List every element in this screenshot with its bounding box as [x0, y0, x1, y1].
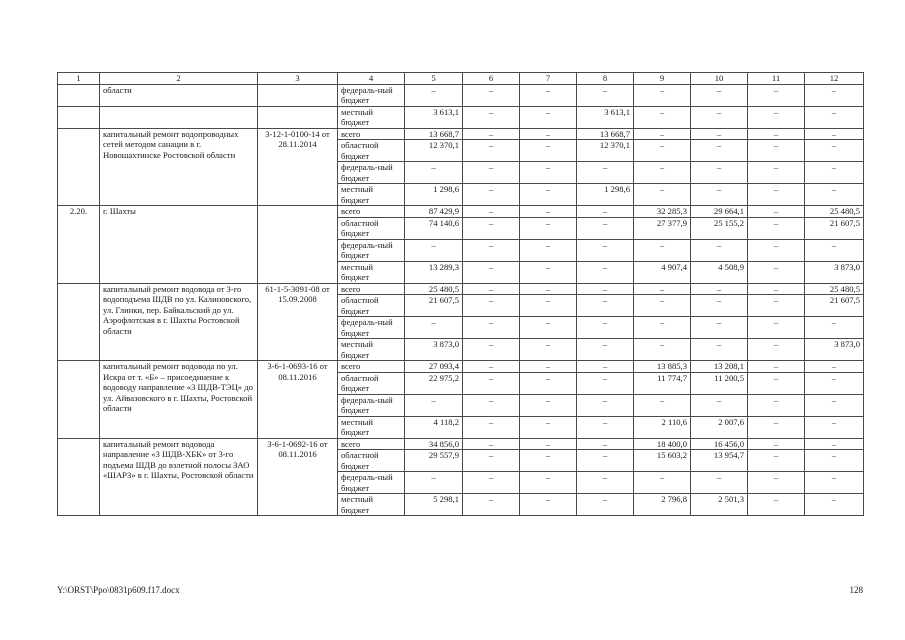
column-header: 9 [634, 73, 691, 85]
amount-cell: – [577, 361, 634, 373]
amount-cell: – [748, 140, 805, 162]
amount-cell: – [691, 84, 748, 106]
amount-cell: – [520, 450, 577, 472]
amount-cell: – [577, 283, 634, 295]
amount-cell: – [577, 394, 634, 416]
amount-cell: – [463, 217, 520, 239]
amount-cell: – [463, 494, 520, 516]
amount-cell: – [805, 184, 864, 206]
registration-number [258, 106, 338, 128]
amount-cell: – [520, 239, 577, 261]
amount-cell: – [405, 162, 463, 184]
funding-source: федераль-ный бюджет [338, 239, 405, 261]
amount-cell: – [691, 339, 748, 361]
amount-cell: 29 664,1 [691, 206, 748, 218]
column-header: 2 [100, 73, 258, 85]
amount-cell: – [520, 184, 577, 206]
amount-cell: – [748, 450, 805, 472]
amount-cell: – [748, 317, 805, 339]
amount-cell: – [463, 295, 520, 317]
amount-cell: – [520, 372, 577, 394]
table-row [58, 128, 864, 140]
amount-cell: – [805, 140, 864, 162]
registration-number [258, 206, 338, 284]
funding-source: местный бюджет [338, 261, 405, 283]
amount-cell: – [805, 162, 864, 184]
funding-source: областной бюджет [338, 372, 405, 394]
amount-cell: 27 093,4 [405, 361, 463, 373]
amount-cell: – [520, 140, 577, 162]
item-number [58, 128, 100, 206]
amount-cell: – [805, 84, 864, 106]
funding-source: местный бюджет [338, 339, 405, 361]
amount-cell: 27 377,9 [634, 217, 691, 239]
amount-cell: – [805, 494, 864, 516]
amount-cell: 25 480,5 [805, 283, 864, 295]
amount-cell: – [463, 184, 520, 206]
table-row [58, 283, 864, 295]
amount-cell: – [577, 239, 634, 261]
amount-cell: 1 298,6 [405, 184, 463, 206]
amount-cell: – [463, 317, 520, 339]
amount-cell: – [463, 372, 520, 394]
amount-cell: – [748, 372, 805, 394]
amount-cell: – [748, 295, 805, 317]
object-name: капитальный ремонт водовода направление «3 ШДВ-ХБК» от 3-го подъема ШДВ до взлетной полосы ЗАО «ШАРЗ» в г. Шахты, Ростовской области [100, 438, 258, 516]
item-number [58, 438, 100, 516]
amount-cell: 34 856,0 [405, 438, 463, 450]
amount-cell: – [520, 162, 577, 184]
page-number: 128 [849, 585, 863, 595]
funding-source: областной бюджет [338, 140, 405, 162]
amount-cell: – [405, 239, 463, 261]
amount-cell: – [577, 217, 634, 239]
amount-cell: – [520, 472, 577, 494]
amount-cell: – [634, 239, 691, 261]
amount-cell: – [520, 206, 577, 218]
object-name: капитальный ремонт водовода по ул. Искра от т. «Б» – присоединение к водоводу направление «3 ШДВ-ТЭЦ» до ул. Айвазовского в г. Шахты, Ростовской области [100, 361, 258, 439]
amount-cell: – [748, 438, 805, 450]
amount-cell: 21 607,5 [805, 217, 864, 239]
amount-cell: – [634, 295, 691, 317]
amount-cell: – [520, 261, 577, 283]
object-name: капитальный ремонт водовода от 3-го водоподъема ШДВ по ул. Калиновского, ул. Глинки, пер. Байкальский до ул. Аэрофлотская в г. Шахты Ростовской области [100, 283, 258, 361]
amount-cell: 4 907,4 [634, 261, 691, 283]
item-number [58, 84, 100, 106]
amount-cell: – [577, 372, 634, 394]
amount-cell: – [463, 339, 520, 361]
funding-source: областной бюджет [338, 295, 405, 317]
amount-cell: – [805, 394, 864, 416]
amount-cell: 3 613,1 [405, 106, 463, 128]
item-number [58, 283, 100, 361]
funding-source: всего [338, 283, 405, 295]
amount-cell: – [520, 394, 577, 416]
amount-cell: 3 873,0 [405, 339, 463, 361]
amount-cell: – [691, 184, 748, 206]
amount-cell: 5 298,1 [405, 494, 463, 516]
funding-source: всего [338, 361, 405, 373]
table-row [58, 361, 864, 373]
amount-cell: – [463, 162, 520, 184]
column-header: 8 [577, 73, 634, 85]
funding-source: областной бюджет [338, 450, 405, 472]
amount-cell: – [520, 361, 577, 373]
amount-cell: 22 975,2 [405, 372, 463, 394]
amount-cell: – [463, 472, 520, 494]
amount-cell: – [463, 394, 520, 416]
object-name: области [100, 84, 258, 106]
amount-cell: – [634, 128, 691, 140]
funding-source: местный бюджет [338, 106, 405, 128]
amount-cell: – [691, 283, 748, 295]
amount-cell: 25 480,5 [805, 206, 864, 218]
item-number [58, 106, 100, 128]
amount-cell: 3 873,0 [805, 261, 864, 283]
registration-number: 3-6-1-0692-16 от 08.11.2016 [258, 438, 338, 516]
amount-cell: – [577, 84, 634, 106]
amount-cell: – [748, 394, 805, 416]
funding-source: федераль-ный бюджет [338, 317, 405, 339]
amount-cell: 2 110,6 [634, 416, 691, 438]
amount-cell: 13 289,3 [405, 261, 463, 283]
amount-cell: – [805, 416, 864, 438]
amount-cell: – [748, 416, 805, 438]
amount-cell: – [577, 295, 634, 317]
table-row [58, 438, 864, 450]
table-header-row [58, 73, 864, 85]
amount-cell: – [634, 84, 691, 106]
amount-cell: 13 885,3 [634, 361, 691, 373]
amount-cell: – [463, 283, 520, 295]
column-header: 6 [463, 73, 520, 85]
amount-cell: – [748, 472, 805, 494]
amount-cell: – [805, 128, 864, 140]
amount-cell: – [463, 106, 520, 128]
amount-cell: – [577, 450, 634, 472]
object-name: капитальный ремонт водопроводных сетей методом санации в г. Новошахтинске Ростовской области [100, 128, 258, 206]
amount-cell: – [748, 339, 805, 361]
amount-cell: 13 668,7 [405, 128, 463, 140]
budget-table [57, 72, 864, 516]
amount-cell: – [691, 106, 748, 128]
amount-cell: – [520, 217, 577, 239]
funding-source: федераль-ный бюджет [338, 394, 405, 416]
amount-cell: 25 480,5 [405, 283, 463, 295]
amount-cell: 2 007,6 [691, 416, 748, 438]
amount-cell: – [748, 217, 805, 239]
amount-cell: – [520, 84, 577, 106]
funding-source: федераль-ный бюджет [338, 84, 405, 106]
amount-cell: – [463, 261, 520, 283]
amount-cell: – [748, 261, 805, 283]
amount-cell: – [691, 162, 748, 184]
amount-cell: – [463, 206, 520, 218]
column-header: 1 [58, 73, 100, 85]
registration-number: 3-12-1-0100-14 от 28.11.2014 [258, 128, 338, 206]
amount-cell: – [805, 438, 864, 450]
amount-cell: – [463, 140, 520, 162]
amount-cell: – [805, 372, 864, 394]
funding-source: федераль-ный бюджет [338, 162, 405, 184]
table-row [58, 84, 864, 106]
amount-cell: – [577, 317, 634, 339]
amount-cell: – [405, 84, 463, 106]
column-header: 4 [338, 73, 405, 85]
amount-cell: – [748, 239, 805, 261]
amount-cell: – [463, 361, 520, 373]
amount-cell: – [805, 472, 864, 494]
table-row [58, 106, 864, 128]
amount-cell: – [691, 317, 748, 339]
amount-cell: – [405, 394, 463, 416]
amount-cell: – [634, 140, 691, 162]
amount-cell: – [463, 438, 520, 450]
amount-cell: – [634, 339, 691, 361]
amount-cell: 2 796,8 [634, 494, 691, 516]
item-number: 2.20. [58, 206, 100, 284]
column-header: 11 [748, 73, 805, 85]
amount-cell: 21 607,5 [805, 295, 864, 317]
amount-cell: – [463, 416, 520, 438]
funding-source: местный бюджет [338, 494, 405, 516]
funding-source: местный бюджет [338, 416, 405, 438]
amount-cell: 13 954,7 [691, 450, 748, 472]
amount-cell: – [748, 162, 805, 184]
amount-cell: – [634, 472, 691, 494]
column-header: 3 [258, 73, 338, 85]
amount-cell: 4 118,2 [405, 416, 463, 438]
amount-cell: – [748, 283, 805, 295]
object-name: г. Шахты [100, 206, 258, 284]
amount-cell: – [748, 128, 805, 140]
amount-cell: – [577, 162, 634, 184]
amount-cell: 3 873,0 [805, 339, 864, 361]
amount-cell: – [805, 450, 864, 472]
amount-cell: – [520, 106, 577, 128]
amount-cell: 13 668,7 [577, 128, 634, 140]
registration-number: 3-6-1-0693-16 от 08.11.2016 [258, 361, 338, 439]
amount-cell: – [805, 106, 864, 128]
amount-cell: – [463, 84, 520, 106]
amount-cell: – [691, 239, 748, 261]
amount-cell: – [805, 239, 864, 261]
amount-cell: 16 456,0 [691, 438, 748, 450]
amount-cell: – [691, 295, 748, 317]
amount-cell: – [520, 128, 577, 140]
item-number [58, 361, 100, 439]
file-path: Y:\ORST\Ppo\0831p609.f17.docx [57, 585, 180, 595]
amount-cell: – [748, 84, 805, 106]
amount-cell: 4 508,9 [691, 261, 748, 283]
amount-cell: – [463, 128, 520, 140]
column-header: 5 [405, 73, 463, 85]
amount-cell: – [805, 317, 864, 339]
object-name [100, 106, 258, 128]
amount-cell: 12 370,1 [405, 140, 463, 162]
amount-cell: – [577, 206, 634, 218]
amount-cell: – [691, 394, 748, 416]
amount-cell: – [691, 140, 748, 162]
amount-cell: 3 613,1 [577, 106, 634, 128]
amount-cell: – [805, 361, 864, 373]
amount-cell: – [520, 295, 577, 317]
amount-cell: – [748, 494, 805, 516]
amount-cell: 13 208,1 [691, 361, 748, 373]
amount-cell: 21 607,5 [405, 295, 463, 317]
amount-cell: – [634, 317, 691, 339]
column-header: 10 [691, 73, 748, 85]
registration-number [258, 84, 338, 106]
amount-cell: – [405, 317, 463, 339]
funding-source: всего [338, 128, 405, 140]
amount-cell: – [577, 416, 634, 438]
amount-cell: 32 285,3 [634, 206, 691, 218]
amount-cell: – [520, 283, 577, 295]
amount-cell: 25 155,2 [691, 217, 748, 239]
amount-cell: 87 429,9 [405, 206, 463, 218]
amount-cell: – [577, 438, 634, 450]
amount-cell: – [520, 317, 577, 339]
amount-cell: – [520, 494, 577, 516]
amount-cell: – [520, 416, 577, 438]
funding-source: местный бюджет [338, 184, 405, 206]
amount-cell: – [691, 128, 748, 140]
amount-cell: – [463, 239, 520, 261]
amount-cell: – [577, 472, 634, 494]
amount-cell: 11 200,5 [691, 372, 748, 394]
amount-cell: 15 603,2 [634, 450, 691, 472]
funding-source: всего [338, 438, 405, 450]
amount-cell: – [634, 184, 691, 206]
amount-cell: – [405, 472, 463, 494]
amount-cell: 2 501,3 [691, 494, 748, 516]
amount-cell: – [577, 494, 634, 516]
funding-source: всего [338, 206, 405, 218]
amount-cell: – [520, 339, 577, 361]
amount-cell: – [634, 283, 691, 295]
amount-cell: 1 298,6 [577, 184, 634, 206]
column-header: 12 [805, 73, 864, 85]
registration-number: 61-1-5-3091-08 от 15.09.2008 [258, 283, 338, 361]
amount-cell: – [748, 184, 805, 206]
amount-cell: – [577, 261, 634, 283]
amount-cell: – [748, 361, 805, 373]
amount-cell: 29 557,9 [405, 450, 463, 472]
amount-cell: – [748, 106, 805, 128]
amount-cell: 12 370,1 [577, 140, 634, 162]
column-header: 7 [520, 73, 577, 85]
amount-cell: – [691, 472, 748, 494]
amount-cell: – [520, 438, 577, 450]
amount-cell: – [634, 394, 691, 416]
table-row [58, 206, 864, 218]
amount-cell: – [634, 162, 691, 184]
amount-cell: – [634, 106, 691, 128]
amount-cell: – [463, 450, 520, 472]
amount-cell: 74 140,6 [405, 217, 463, 239]
amount-cell: 11 774,7 [634, 372, 691, 394]
amount-cell: – [577, 339, 634, 361]
amount-cell: 18 400,0 [634, 438, 691, 450]
funding-source: федераль-ный бюджет [338, 472, 405, 494]
amount-cell: – [748, 206, 805, 218]
funding-source: областной бюджет [338, 217, 405, 239]
